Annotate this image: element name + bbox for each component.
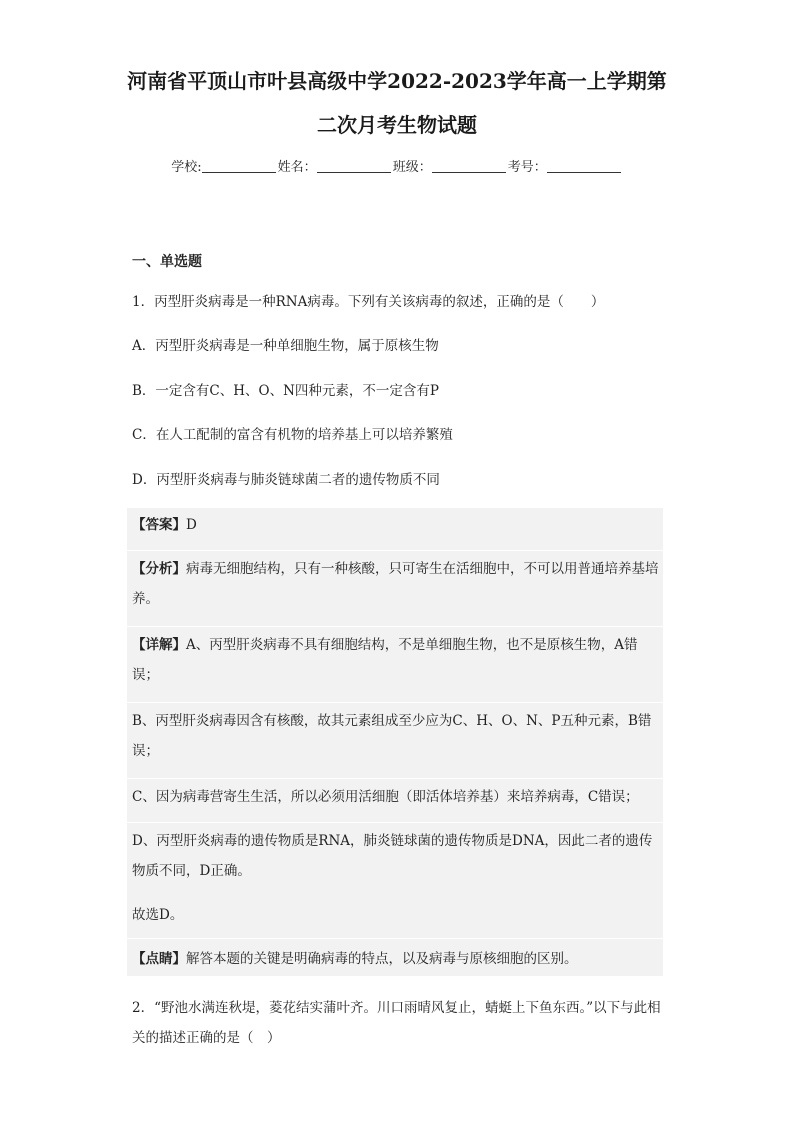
divider xyxy=(127,778,663,779)
answer-value: D xyxy=(186,517,197,533)
page-title-line-2: 二次月考生物试题 xyxy=(317,113,477,137)
question-1-option-c: C．在人工配制的富含有机物的培养基上可以培养繁殖 xyxy=(132,427,453,443)
student-info-line xyxy=(80,158,714,178)
question-1-option-d: D．丙型肝炎病毒与肺炎链球菌二者的遗传物质不同 xyxy=(132,472,440,488)
question-2-stem: 2．“野池水满连秋堤，菱花结实蒲叶齐。川口雨晴风复止，蜻蜓上下鱼东西。”以下与此相关的描述正确的是（ ） xyxy=(132,1000,661,1046)
comment-text: 解答本题的关键是明确病毒的特点，以及病毒与原核细胞的区别。 xyxy=(186,951,578,967)
name-blank[interactable] xyxy=(317,158,391,173)
class-field xyxy=(393,158,508,178)
analysis-row xyxy=(132,554,659,614)
name-field xyxy=(278,158,393,178)
exam-number-label: 考号： xyxy=(507,160,547,175)
answer-row xyxy=(132,510,659,540)
school-field xyxy=(171,158,277,178)
question-1-stem: 1．丙型肝炎病毒是一种RNA病毒。下列有关该病毒的叙述，正确的是（ ） xyxy=(132,294,605,310)
name-label: 姓名： xyxy=(277,160,317,175)
exam-number-blank[interactable] xyxy=(547,158,621,173)
analysis-tag: 【分析】 xyxy=(132,561,186,577)
divider xyxy=(127,702,663,703)
detail-row-c: C、因为病毒营寄生生活，所以必须用活细胞（即活体培养基）来培养病毒，C错误； xyxy=(132,789,639,805)
choose-row: 故选D。 xyxy=(132,907,184,923)
divider xyxy=(127,822,663,823)
detail-row-a xyxy=(132,630,659,690)
comment-row xyxy=(132,944,659,974)
answer-tag: 【答案】 xyxy=(132,517,186,533)
school-blank[interactable] xyxy=(202,158,276,173)
question-1-solution-box xyxy=(127,508,663,976)
school-label: 学校: xyxy=(171,160,202,175)
class-label: 班级： xyxy=(392,160,432,175)
detail-text-a: A、丙型肝炎病毒不具有细胞结构，不是单细胞生物，也不是原核生物，A错误； xyxy=(132,637,638,683)
detail-tag: 【详解】 xyxy=(132,637,186,653)
detail-row-d: D、丙型肝炎病毒的遗传物质是RNA，肺炎链球菌的遗传物质是DNA，因此二者的遗传物质不同，D正确。 xyxy=(132,833,653,879)
page-title-line-1: 河南省平顶山市叶县高级中学2022-2023学年高一上学期第 xyxy=(127,69,667,93)
analysis-text: 病毒无细胞结构，只有一种核酸，只可寄生在活细胞中，不可以用普通培养基培养。 xyxy=(132,561,659,607)
class-blank[interactable] xyxy=(432,158,506,173)
detail-row-b: B、丙型肝炎病毒因含有核酸，故其元素组成至少应为C、H、O、N、P五种元素，B错误； xyxy=(132,713,652,759)
divider xyxy=(127,938,663,939)
divider xyxy=(127,550,663,551)
exam-number-field xyxy=(508,158,623,178)
section-title-single-choice: 一、单选题 xyxy=(132,254,202,270)
comment-tag: 【点睛】 xyxy=(132,951,186,967)
divider xyxy=(127,626,663,627)
question-1-option-b: B．一定含有C、H、O、N四种元素，不一定含有P xyxy=(132,383,439,399)
question-1-option-a: A．丙型肝炎病毒是一种单细胞生物，属于原核生物 xyxy=(132,338,439,354)
